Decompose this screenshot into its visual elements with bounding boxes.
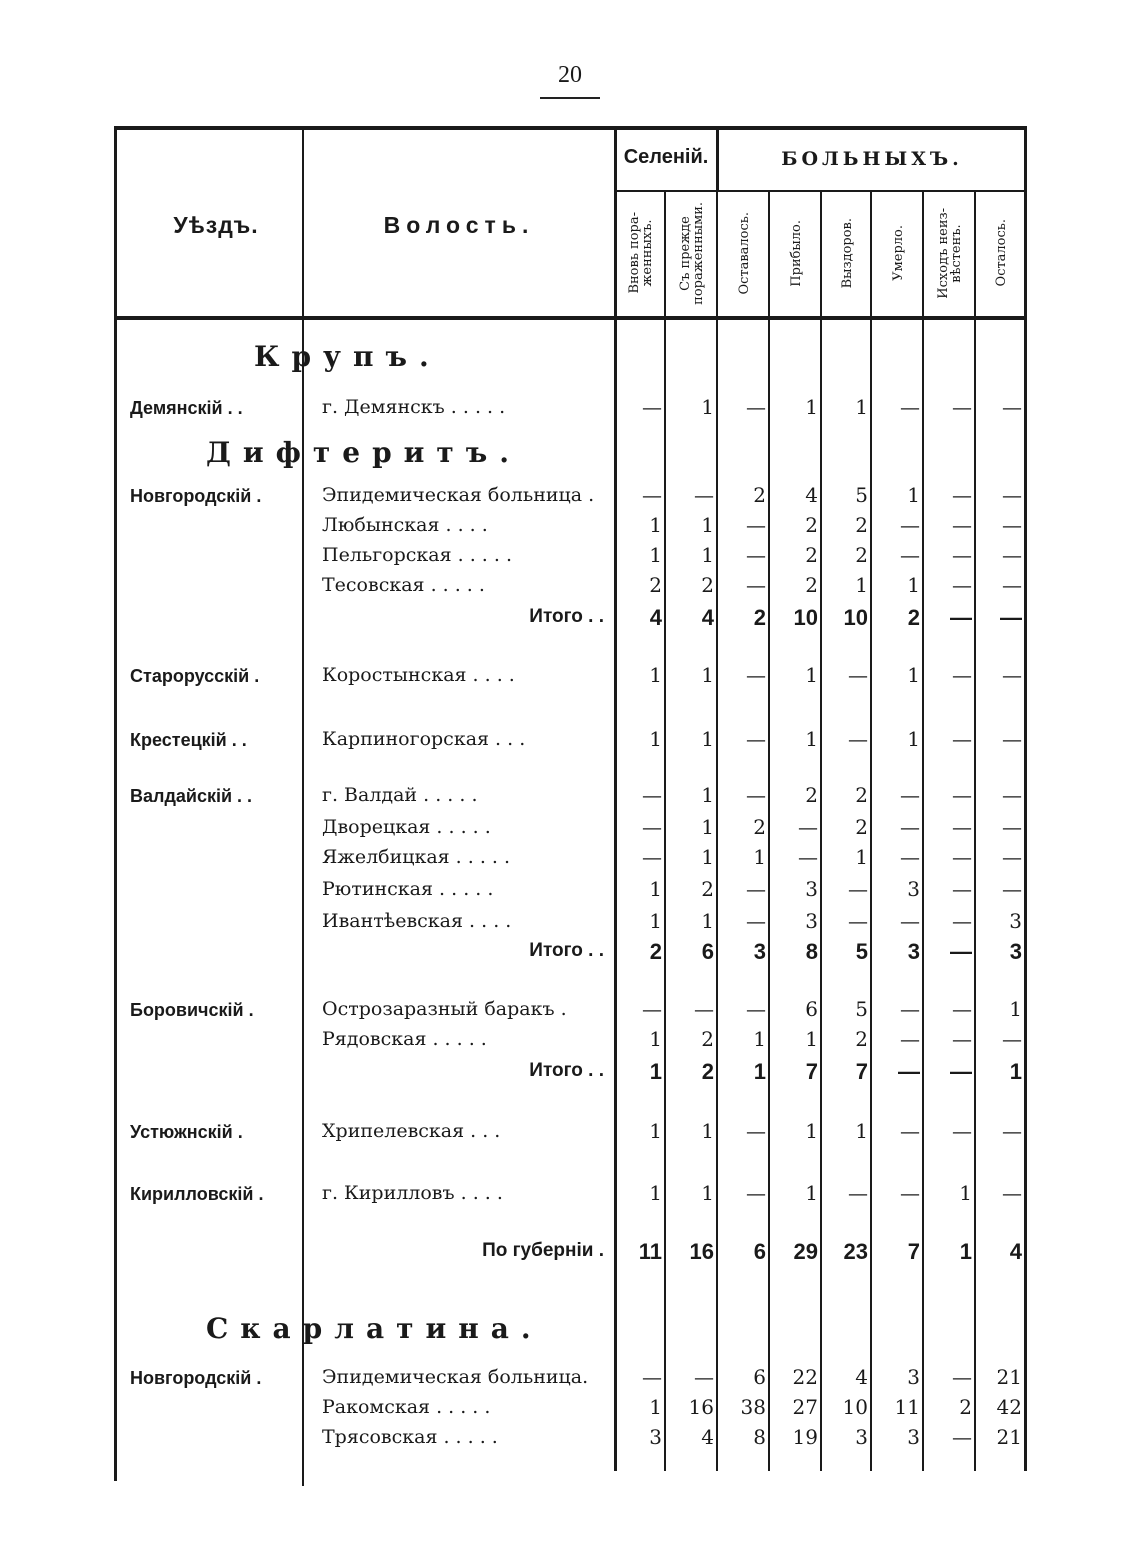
value-cell: — [952,727,972,751]
value-cell: — [746,909,766,933]
volost-cell: Тесовская . . . . . [322,574,485,596]
value-cell: — [952,1027,972,1051]
column-header-label: Оставалось. [736,211,752,295]
value-cell: — [900,997,920,1021]
value-cell: 3 [907,1425,920,1449]
value-cell: 1 [753,1027,766,1051]
value-cell: — [950,605,972,630]
value-cell: — [848,727,868,751]
volost-cell: Любынская . . . . [322,514,488,536]
column-header-label: Прибыло. [788,219,804,287]
value-cell: 3 [1009,939,1022,964]
value-cell: — [746,877,766,901]
value-cell: 2 [649,573,662,597]
value-cell: — [900,1027,920,1051]
column-header-4 [770,192,822,314]
value-cell: — [642,997,662,1021]
header-bolnykh: БОЛЬНЫХЪ. [781,148,963,170]
value-cell: — [1002,1119,1022,1143]
value-cell: 8 [805,939,818,964]
header-seleniy: Селеній. [623,146,709,168]
value-cell: 1 [649,877,662,901]
value-cell: — [746,663,766,687]
disease-title: Крупъ. [254,340,441,373]
column-header-1 [616,192,666,314]
value-cell: 2 [959,1395,972,1419]
volost-cell: Ивантѣевская . . . . [322,910,512,932]
value-cell: 1 [959,1239,972,1264]
value-cell: 5 [855,939,868,964]
value-cell: — [1002,573,1022,597]
disease-title: Скарлатина. [206,1312,543,1345]
value-cell: — [746,727,766,751]
value-cell: 1 [855,573,868,597]
total-label: По губерніи . [482,1240,604,1261]
value-cell: — [746,997,766,1021]
value-cell: — [900,395,920,419]
value-cell: 3 [907,1365,920,1389]
value-cell: — [642,845,662,869]
value-cell: — [900,783,920,807]
value-cell: — [950,939,972,964]
value-cell: — [746,1119,766,1143]
value-cell: 21 [996,1365,1022,1389]
value-cell: — [1002,543,1022,567]
value-cell: 2 [855,543,868,567]
value-cell: — [952,815,972,839]
value-cell: 6 [805,997,818,1021]
table-row [114,1238,1026,1268]
volost-cell: Коростынская . . . . [322,664,515,686]
value-cell: 5 [855,997,868,1021]
value-cell: 6 [701,939,714,964]
uezd-cell: Устюжнскій . [130,1122,243,1142]
header-uezd: Уѣздъ. [173,212,259,238]
value-cell: 1 [907,727,920,751]
value-cell: — [952,1365,972,1389]
value-cell: 1 [753,845,766,869]
value-cell: 2 [805,573,818,597]
table-row [114,938,1026,968]
column-header-7 [924,192,976,314]
value-cell: — [694,997,714,1021]
value-cell: 38 [740,1395,766,1419]
value-cell: 2 [805,513,818,537]
value-cell: 3 [907,939,920,964]
value-cell: — [694,1365,714,1389]
value-cell: 6 [753,1365,766,1389]
value-cell: — [1002,1027,1022,1051]
value-cell: — [952,997,972,1021]
table-row [114,844,1026,874]
table-row [114,542,1026,572]
value-cell: 2 [855,513,868,537]
value-cell: — [1002,727,1022,751]
value-cell: 1 [649,1119,662,1143]
value-cell: 1 [701,395,714,419]
value-cell: 10 [843,605,868,630]
value-cell: — [900,1181,920,1205]
table-row [114,662,1026,692]
value-cell: 1 [959,1181,972,1205]
value-cell: 1 [649,1395,662,1419]
value-cell: 1 [1009,1059,1022,1084]
table-row [114,1180,1026,1210]
column-header-label: Вновь пора- женныхъ. [627,212,655,294]
total-label: Итого . . [529,1060,604,1081]
value-cell: — [1002,483,1022,507]
value-cell: 1 [701,783,714,807]
value-cell: 3 [855,1425,868,1449]
value-cell: 29 [793,1239,818,1264]
value-cell: 3 [805,877,818,901]
volost-cell: Рядовская . . . . . [322,1028,487,1050]
header-bottom-rule [114,316,1026,320]
column-header-label: Исходъ неиз- вѣстенъ. [936,207,964,299]
value-cell: 1 [701,1181,714,1205]
value-cell: 6 [753,1239,766,1264]
value-cell: 1 [701,663,714,687]
value-cell: — [952,845,972,869]
value-cell: — [642,483,662,507]
value-cell: 1 [907,573,920,597]
volost-cell: Дворецкая . . . . . [322,816,491,838]
column-header-label: Умерло. [890,225,906,281]
value-cell: 1 [805,1181,818,1205]
value-cell: — [1002,663,1022,687]
value-cell: 7 [855,1059,868,1084]
volost-cell: Пельгорская . . . . . [322,544,513,566]
value-cell: — [900,815,920,839]
value-cell: 1 [701,513,714,537]
value-cell: — [950,1059,972,1084]
value-cell: — [952,663,972,687]
table-row [114,572,1026,602]
value-cell: 10 [793,605,818,630]
value-cell: 1 [701,727,714,751]
value-cell: — [900,513,920,537]
value-cell: 42 [996,1395,1022,1419]
table-row [114,482,1026,512]
value-cell: — [848,909,868,933]
value-cell: — [746,783,766,807]
volost-cell: г. Валдай . . . . . [322,784,478,806]
table-row [114,1058,1026,1088]
value-cell: — [798,815,818,839]
value-cell: 2 [701,1059,714,1084]
value-cell: 3 [1009,909,1022,933]
value-cell: — [952,483,972,507]
value-cell: 1 [855,845,868,869]
value-cell: — [1002,815,1022,839]
column-rule [716,126,719,190]
volost-cell: Карпиногорская . . . [322,728,526,750]
column-header-2 [666,192,718,314]
value-cell: 1 [907,663,920,687]
value-cell: 2 [805,783,818,807]
value-cell: — [1002,513,1022,537]
column-header-label: Съ прежде пораженными. [678,201,706,305]
value-cell: 1 [701,815,714,839]
value-cell: 11 [894,1395,920,1419]
table-row [114,394,1026,424]
value-cell: 4 [855,1365,868,1389]
uezd-cell: Новгородскій . [130,1368,262,1388]
value-cell: 2 [855,815,868,839]
value-cell: — [746,1181,766,1205]
value-cell: — [1002,877,1022,901]
value-cell: — [952,573,972,597]
value-cell: 4 [649,605,662,630]
value-cell: 4 [1009,1239,1022,1264]
column-header-8 [976,192,1026,314]
table-row [114,782,1026,812]
volost-cell: Эпидемическая больница. [322,1366,589,1388]
value-cell: — [642,783,662,807]
value-cell: — [952,513,972,537]
value-cell: — [898,1059,920,1084]
value-cell: — [900,543,920,567]
table-row [114,996,1026,1026]
value-cell: 7 [805,1059,818,1084]
header-volost: Волость. [383,212,535,238]
statistics-table [114,126,1026,1486]
value-cell: 1 [701,1119,714,1143]
value-cell: 16 [688,1395,714,1419]
value-cell: 7 [907,1239,920,1264]
volost-cell: Хрипелевская . . . [322,1120,501,1142]
uezd-cell: Новгородскій . [130,486,262,506]
uezd-cell: Старорусскій . [130,666,260,686]
value-cell: — [848,1181,868,1205]
value-cell: — [848,663,868,687]
value-cell: — [746,543,766,567]
volost-cell: Рютинская . . . . . [322,878,494,900]
table-row [114,726,1026,756]
column-header-label: Выздоров. [839,217,855,289]
value-cell: — [642,395,662,419]
value-cell: — [952,783,972,807]
value-cell: — [952,1425,972,1449]
value-cell: 2 [753,605,766,630]
column-header-6 [872,192,924,314]
table-row [114,908,1026,938]
value-cell: 1 [649,1027,662,1051]
table-row [114,512,1026,542]
value-cell: 2 [855,783,868,807]
value-cell: 22 [792,1365,818,1389]
uezd-cell: Кирилловскій . [130,1184,264,1204]
disease-title: Дифтеритъ. [206,436,522,469]
value-cell: — [694,483,714,507]
value-cell: 21 [996,1425,1022,1449]
table-row [114,814,1026,844]
value-cell: 2 [701,1027,714,1051]
table-row [114,604,1026,634]
column-header-label: Осталось. [993,219,1009,287]
value-cell: — [952,543,972,567]
value-cell: — [1002,783,1022,807]
value-cell: 1 [805,727,818,751]
value-cell: — [1002,845,1022,869]
value-cell: — [746,573,766,597]
value-cell: — [848,877,868,901]
value-cell: 1 [649,543,662,567]
value-cell: 1 [649,909,662,933]
table-row [114,1424,1026,1454]
value-cell: — [1002,1181,1022,1205]
value-cell: 3 [753,939,766,964]
value-cell: — [900,909,920,933]
value-cell: — [642,1365,662,1389]
volost-cell: Яжелбицкая . . . . . [322,846,511,868]
page-number-underline [540,97,600,99]
value-cell: 1 [701,845,714,869]
volost-cell: Эпидемическая больница . [322,484,595,506]
value-cell: 19 [792,1425,818,1449]
value-cell: 1 [1009,997,1022,1021]
value-cell: — [746,513,766,537]
volost-cell: г. Демянскъ . . . . . [322,396,506,418]
value-cell: — [900,1119,920,1143]
table-row [114,1026,1026,1056]
value-cell: 1 [753,1059,766,1084]
value-cell: 1 [649,727,662,751]
value-cell: 1 [805,1119,818,1143]
value-cell: 1 [855,395,868,419]
value-cell: 11 [638,1239,662,1264]
value-cell: 1 [855,1119,868,1143]
value-cell: 1 [649,1181,662,1205]
value-cell: 27 [792,1395,818,1419]
value-cell: — [746,395,766,419]
value-cell: 8 [753,1425,766,1449]
total-label: Итого . . [529,606,604,627]
value-cell: 1 [805,663,818,687]
value-cell: — [1002,395,1022,419]
value-cell: 1 [805,1027,818,1051]
value-cell: — [952,909,972,933]
value-cell: 1 [907,483,920,507]
uezd-cell: Боровичскій . [130,1000,254,1020]
value-cell: 16 [689,1239,714,1264]
value-cell: 3 [649,1425,662,1449]
value-cell: — [952,877,972,901]
volost-cell: Острозаразный баракъ . [322,998,567,1020]
value-cell: 2 [907,605,920,630]
value-cell: 2 [701,877,714,901]
table-top-rule [114,126,1026,130]
value-cell: 1 [649,513,662,537]
value-cell: 2 [701,573,714,597]
table-row [114,1118,1026,1148]
column-header-3 [718,192,770,314]
value-cell: 2 [855,1027,868,1051]
value-cell: — [1000,605,1022,630]
value-cell: 10 [842,1395,868,1419]
value-cell: 23 [843,1239,868,1264]
volost-cell: Ракомская . . . . . [322,1396,491,1418]
volost-cell: Трясовская . . . . . [322,1426,498,1448]
value-cell: 1 [805,395,818,419]
value-cell: 4 [701,605,714,630]
value-cell: 4 [805,483,818,507]
value-cell: 1 [701,543,714,567]
table-row [114,876,1026,906]
value-cell: 1 [701,909,714,933]
value-cell: — [642,815,662,839]
column-header-5 [822,192,872,314]
volost-cell: г. Кирилловъ . . . . [322,1182,503,1204]
total-label: Итого . . [529,940,604,961]
table-row [114,1394,1026,1424]
uezd-cell: Крестецкій . . [130,730,247,750]
value-cell: 1 [649,663,662,687]
value-cell: — [798,845,818,869]
value-cell: 5 [855,483,868,507]
value-cell: 2 [649,939,662,964]
uezd-cell: Валдайскій . . [130,786,253,806]
value-cell: 2 [753,815,766,839]
uezd-cell: Демянскій . . [130,398,243,418]
value-cell: 2 [805,543,818,567]
page-number: 20 [558,62,582,88]
value-cell: — [952,1119,972,1143]
value-cell: 3 [805,909,818,933]
value-cell: — [900,845,920,869]
value-cell: — [952,395,972,419]
value-cell: 2 [753,483,766,507]
table-row [114,1364,1026,1394]
value-cell: 3 [907,877,920,901]
value-cell: 1 [649,1059,662,1084]
value-cell: 4 [701,1425,714,1449]
